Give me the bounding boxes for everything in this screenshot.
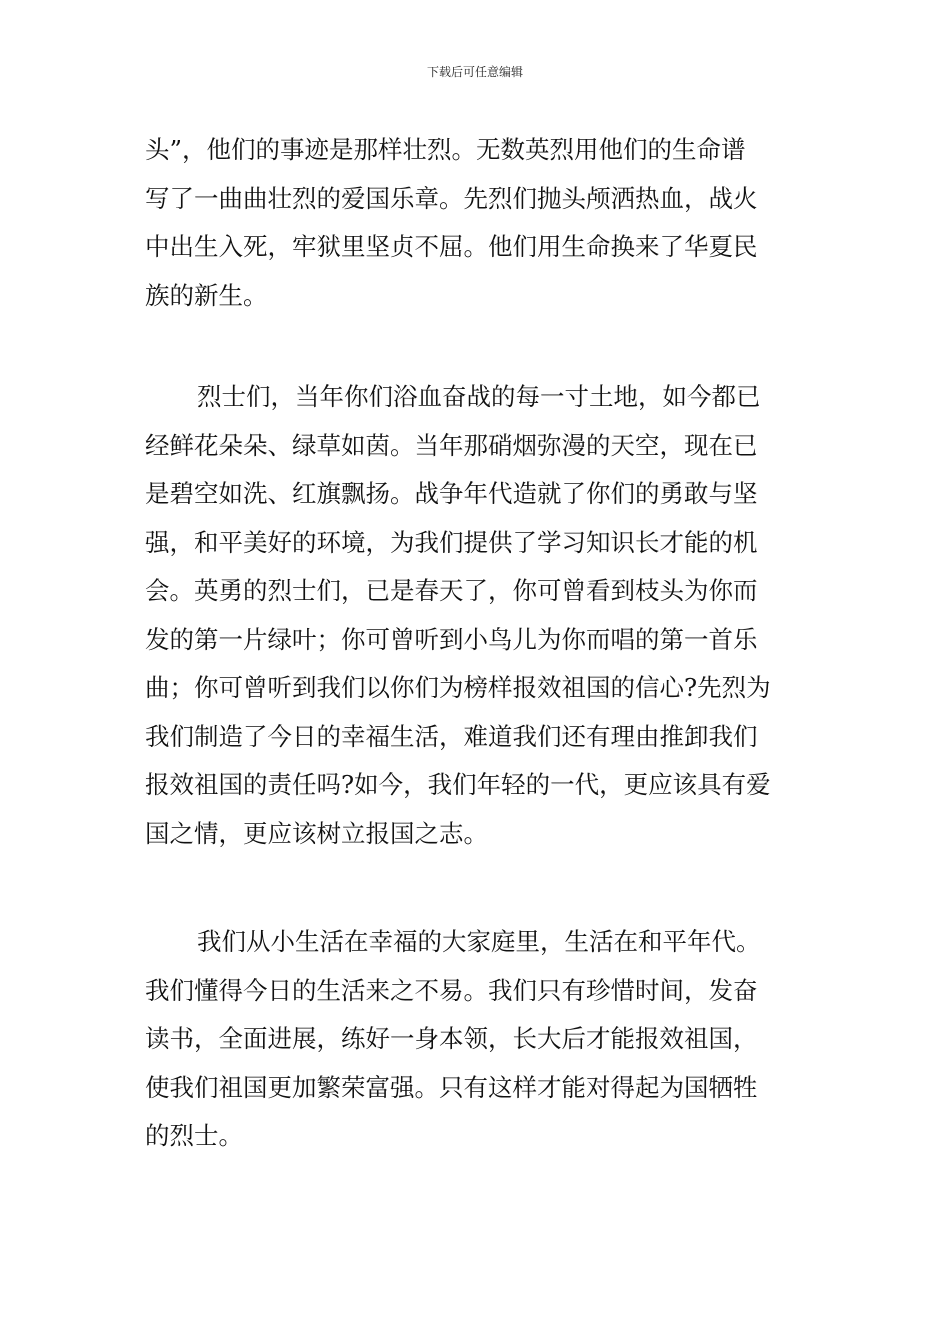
text-line: 头”，他们的事迹是那样壮烈。无数英烈用他们的生命谱 [145, 135, 746, 164]
paragraph-2 [145, 373, 825, 858]
text-line: 强，和平美好的环境，为我们提供了学习知识长才能的机 [145, 527, 758, 557]
paragraph-3 [145, 918, 825, 1161]
page-header: 下载后可任意编辑 [426, 65, 523, 79]
text-line: 发的第一片绿叶；你可曾听到小鸟儿为你而唱的第一首乐 [145, 624, 758, 654]
text-line: 报效祖国的责任吗?如今，我们年轻的一代，更应该具有爱 [145, 770, 771, 799]
text-line: 使我们祖国更加繁荣富强。只有这样才能对得起为国牺牲 [145, 1072, 758, 1102]
text-line: 的烈士。 [145, 1121, 243, 1150]
text-line: 我们懂得今日的生活来之不易。我们只有珍惜时间，发奋 [145, 975, 758, 1005]
text-line: 中出生入死，牢狱里坚贞不屈。他们用生命换来了华夏民 [145, 232, 758, 261]
text-line: 读书，全面进展，练好一身本领，长大后才能报效祖国， [145, 1024, 758, 1053]
text-line: 经鲜花朵朵、绿草如茵。当年那硝烟弥漫的天空，现在已 [145, 430, 758, 460]
text-line: 曲；你可曾听到我们以你们为榜样报效祖国的信心?先烈为 [145, 673, 771, 702]
text-line: 族的新生。 [145, 280, 268, 310]
text-line: 会。英勇的烈士们，已是春天了，你可曾看到枝头为你而 [145, 576, 758, 605]
text-line: 烈士们，当年你们浴血奋战的每一寸土地，如今都已 [197, 382, 761, 411]
text-line: 是碧空如洗、红旗飘扬。战争年代造就了你们的勇敢与坚 [145, 479, 758, 508]
text-line: 我们从小生活在幸福的大家庭里，生活在和平年代。 [197, 927, 761, 956]
text-line: 写了一曲曲壮烈的爱国乐章。先烈们抛头颅洒热血，战火 [145, 183, 758, 213]
paragraph-1 [145, 126, 825, 320]
text-line: 我们制造了今日的幸福生活，难道我们还有理由推卸我们 [145, 721, 758, 751]
text-line: 国之情，更应该树立报国之志。 [145, 818, 488, 848]
